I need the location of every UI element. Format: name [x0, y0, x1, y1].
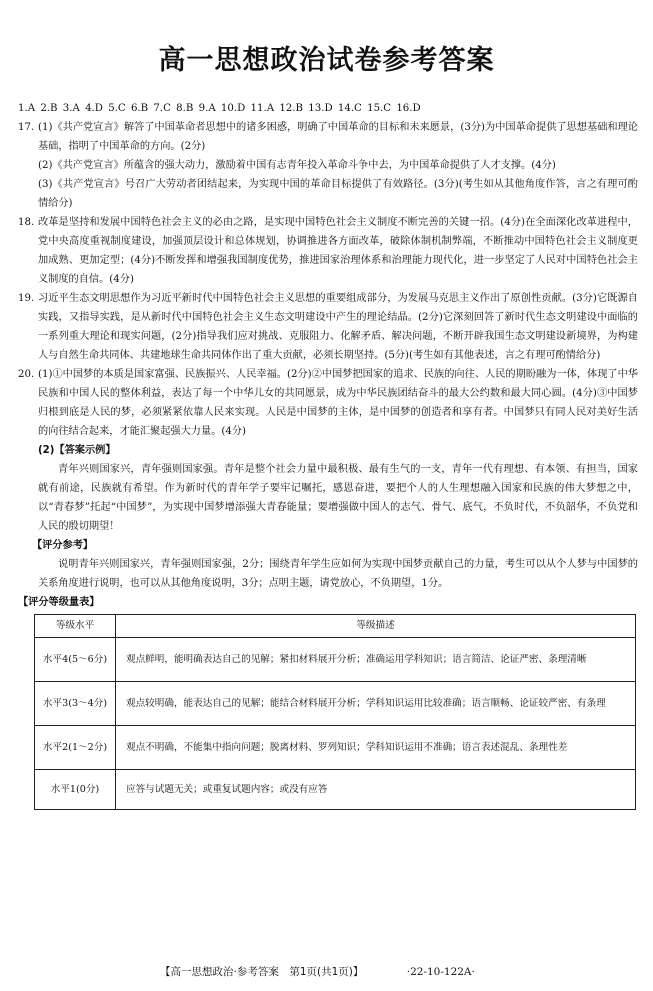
page-title: 高一思想政治试卷参考答案 [158, 45, 495, 76]
q17-part-3: (3)《共产党宣言》号召广大劳动者团结起来，为实现中国的革命目标提供了有效路径。(3分)(考生如从其他角度作答，言之有理可酌情给分) [38, 179, 638, 209]
q17-part-1: (1)《共产党宣言》解答了中国革命者思想中的诸多困惑，明确了中国革命的目标和未来愿景，(3分)为中国革命提供了思想基础和理论基础，指明了中国革命的方向。(2分) [38, 122, 638, 152]
level-cell: 水平3(3～4分) [35, 682, 116, 726]
level-cell: 水平4(5～6分) [35, 638, 116, 682]
table-row [35, 682, 636, 726]
q17-part-2: (2)《共产党宣言》所蕴含的强大动力，激励着中国有志青年投入革命斗争中去，为中国革命提供了人才支撑。(4分) [38, 160, 556, 171]
question-17 [18, 118, 638, 213]
q18-answer: 改革是坚持和发展中国特色社会主义的必由之路，是实现中国特色社会主义制度不断完善的关键一招。(4分)在全面深化改革进程中，党中央高度重视制度建设，加强顶层设计和总体规划，协调推进各方面改革，破除体制机制弊端，不断推动中国特色社会主义制度更加成熟、更加定型；(4分)不断发挥和增强我国制度优势，推进国家治理体系和治理能力现代化，进一步坚定了人民对中国特色社会主义制度的自信。(4分) [38, 217, 638, 285]
scoring-reference-heading: 【评分参考】 [32, 540, 94, 551]
question-number: 20. [18, 369, 35, 380]
table-row [35, 770, 636, 810]
question-number: 18. [18, 217, 35, 228]
description-cell: 观点不明确，不能集中指向问题；脱离材料、罗列知识；学科知识运用不准确；语言表述混乱、条理性差 [116, 726, 636, 770]
page-footer [160, 964, 475, 979]
answer-example-text: 青年兴则国家兴，青年强则国家强。青年是整个社会力量中最积极、最有生气的一支，青年一代有理想、有本领、有担当，国家就有前途，民族就有希望。作为新时代的青年学子要牢记嘱托，感恩奋进，要把个人的人生理想融入国家和民族的伟大梦想之中，以“青春梦”托起“中国梦”，为实现中国梦增添强大青春能量；要增强做中国人的志气、骨气、底气，不负时代，不负韶华，不负党和人民的殷切期望！ [38, 464, 638, 532]
question-18 [18, 213, 638, 289]
multiple-choice-answers: 1.A 2.B 3.A 4.D 5.C 6.B 7.C 8.B 9.A 10.D 11.A 12.B 13.D 14.C 15.C 16.D [18, 103, 421, 114]
grading-scale-heading: 【评分等级量表】 [18, 597, 100, 608]
level-cell: 水平2(1～2分) [35, 726, 116, 770]
question-number: 19. [18, 293, 35, 304]
description-cell: 观点鲜明，能明确表达自己的见解；紧扣材料展开分析；准确运用学科知识；语言简洁、论证严密、条理清晰 [116, 638, 636, 682]
scoring-reference-text: 说明青年兴则国家兴，青年强则国家强，2分；围绕青年学生应如何为实现中国梦贡献自己的力量，考生可以从个人梦与中国梦的关系角度进行说明，也可以从其他角度说明，3分；点明主题，请党放心，不负期望，1分。 [38, 559, 638, 589]
description-cell: 观点较明确，能表达自己的见解；能结合材料展开分析；学科知识运用比较准确；语言顺畅、论证较严密、有条理 [116, 682, 636, 726]
question-number: 17. [18, 122, 35, 133]
question-20 [18, 365, 638, 593]
column-header-description: 等级描述 [116, 615, 636, 638]
table-header-row [35, 615, 636, 638]
table-row [35, 638, 636, 682]
description-cell: 应答与试题无关；或重复试题内容；或没有应答 [116, 770, 636, 810]
answer-body [18, 99, 638, 810]
question-19 [18, 289, 638, 365]
answer-example-heading: (2)【答案示例】 [38, 445, 116, 456]
q19-answer: 习近平生态文明思想作为习近平新时代中国特色社会主义思想的重要组成部分，为发展马克思主义作出了原创性贡献。(3分)它既源自实践，又指导实践，是从新时代中国特色社会主义生态文明建设中产生的理论结晶。(2分)它深刻回答了新时代生态文明建设中面临的一系列重大理论和现实问题，(2分)指导我们应对挑战、克服阻力、化解矛盾、解决问题，不断开辟我国生态文明建设新境界，为构建人与自然生命共同体、共建地球生命共同体作出了重大贡献，必须长期坚持。(5分)(考生如有其他表述，言之有理可酌情给分) [38, 293, 638, 361]
document-code: ·22-10-122A· [406, 966, 475, 978]
level-cell: 水平1(0分) [35, 770, 116, 810]
column-header-level: 等级水平 [35, 615, 116, 638]
grading-scale-table [34, 614, 636, 810]
table-row [35, 726, 636, 770]
footer-text: 【高一思想政治·参考答案 第1页(共1页)】 [160, 966, 364, 978]
q20-part-1: (1)①中国梦的本质是国家富强、民族振兴、人民幸福。(2分)②中国梦把国家的追求、民族的向往、人民的期盼融为一体，体现了中华民族和中国人民的整体利益，表达了每一个中华儿女的共同愿景，成为中华民族团结奋斗的最大公约数和最大同心圆。(4分)③中国梦归根到底是人民的梦，必须紧紧依靠人民来实现。人民是中国梦的主体，是中国梦的创造者和享有者。中国梦只有同人民对美好生活的向往结合起来，才能汇聚起强大力量。(4分) [38, 369, 638, 437]
